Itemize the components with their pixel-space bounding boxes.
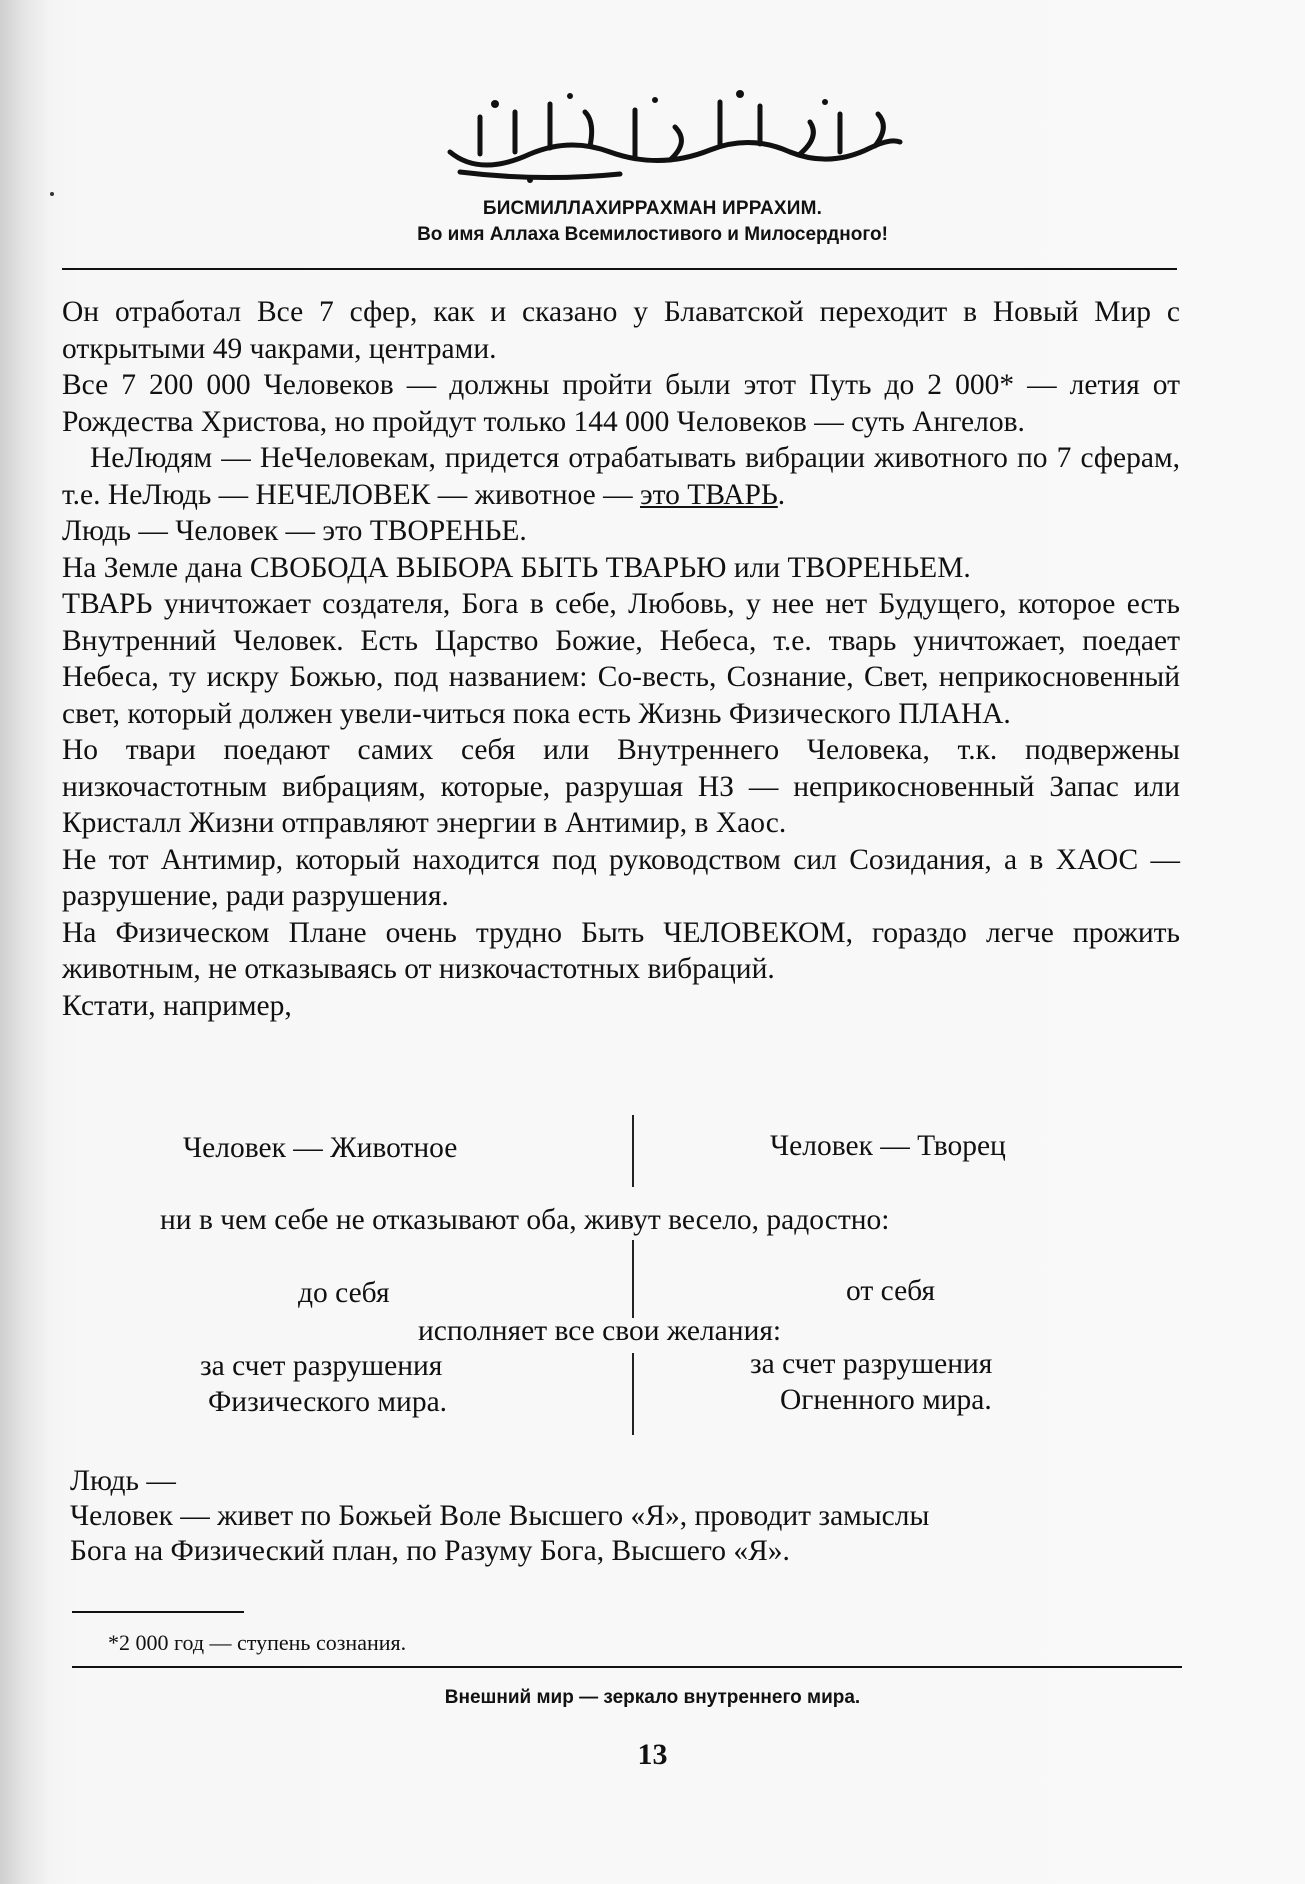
underlined-phrase: это ТВАРЬ [640,478,778,511]
paragraph: Он отработал Все 7 сфер, как и сказано у Блаватской переходит в Новый Мир с открытыми 49 чакрами, центрами. [62,296,1180,365]
header-subtitle: Во имя Аллаха Всемилостивого и Милосердного! [417,224,888,245]
paragraph: Людь — Человек — это ТВОРЕНЬЕ. [62,515,527,547]
paragraph-text: . [777,478,786,511]
right-means-1: за счет разрушения [750,1348,993,1380]
page-number: 13 [637,1738,668,1771]
paragraph: Кстати, например, [62,989,292,1022]
paragraph: На Физическом Плане очень трудно Быть ЧЕЛОВЕКОМ, гораздо легче прожить животным, не отказываясь от низкочастотных вибраций. [62,916,1180,985]
divider-line [632,1353,634,1435]
left-title: Человек — Животное [183,1132,458,1164]
closing-line: Человек — живет по Божьей Воле Высшего «Я», проводит замыслы [70,1500,930,1532]
paragraph: ТВАРЬ уничтожает создателя, Бога в себе, Любовь, у нее нет Будущего, которое есть Внутренний Человек. Есть Царство Божие, Небеса, т.е. тварь уничтожает, поедает Небеса, ту искру Божью, под названием: Со-весть, Сознание, Свет, неприкосновенный свет, который должен увели-читься пока есть Жизнь Физического ПЛАНА. [62,588,1180,730]
main-text [62,294,1180,1024]
scan-speck [50,192,54,196]
left-means-2: Физического мира. [208,1386,448,1418]
left-means-1: за счет разрушения [200,1350,443,1382]
common-line: ни в чем себе не отказывают оба, живут весело, радостно: [160,1204,890,1236]
footnote-rule [72,1611,244,1613]
divider-line [632,1115,634,1187]
right-direction: от себя [846,1275,936,1307]
header-rule [62,268,1177,270]
paragraph: Но твари поедают самих себя или Внутреннего Человека, т.к. подвержены низкочастотным вибрациям, которые, разрушая НЗ — неприкосновенный Запас или Кристалл Жизни отправляют энергии в Антимир, в Хаос. [62,734,1180,839]
paragraph [62,440,1180,513]
left-direction: до себя [298,1277,390,1309]
basmala-calligraphy [420,82,920,192]
paragraph: Все 7 200 000 Человеков — должны пройти были этот Путь до 2 000* — летия от Рождества Христова, но пройдут только 144 000 Человеков — суть Ангелов. [62,369,1180,438]
right-means-2: Огненного мира. [780,1384,992,1416]
running-footer: Внешний мир — зеркало внутреннего мира. [444,1687,861,1708]
paragraph: Не тот Антимир, который находится под руководством сил Созидания, а в ХАОС — разрушение, ради разрушения. [62,843,1180,912]
paragraph: На Земле дана СВОБОДА ВЫБОРА БЫТЬ ТВАРЬЮ или ТВОРЕНЬЕМ. [62,551,971,584]
closing-line: Людь — [70,1465,176,1497]
footnote: *2 000 год — ступень сознания. [108,1630,407,1655]
closing-line: Бога на Физический план, по Разуму Бога, Высшего «Я». [70,1535,790,1567]
right-title: Человек — Творец [770,1130,1006,1162]
divider-line [632,1240,634,1318]
header-title: БИСМИЛЛАХИРРАХМАН ИРРАХИМ. [482,198,823,219]
paragraph-text: НеЛюдям — НеЧеловекам, придется отрабатывать вибрации животного по 7 сферам, т.е. НеЛюдь — НЕЧЕЛОВЕК — животное — [62,442,1180,511]
middle-line: исполняет все свои желания: [418,1315,782,1347]
footer-rule [72,1666,1182,1668]
